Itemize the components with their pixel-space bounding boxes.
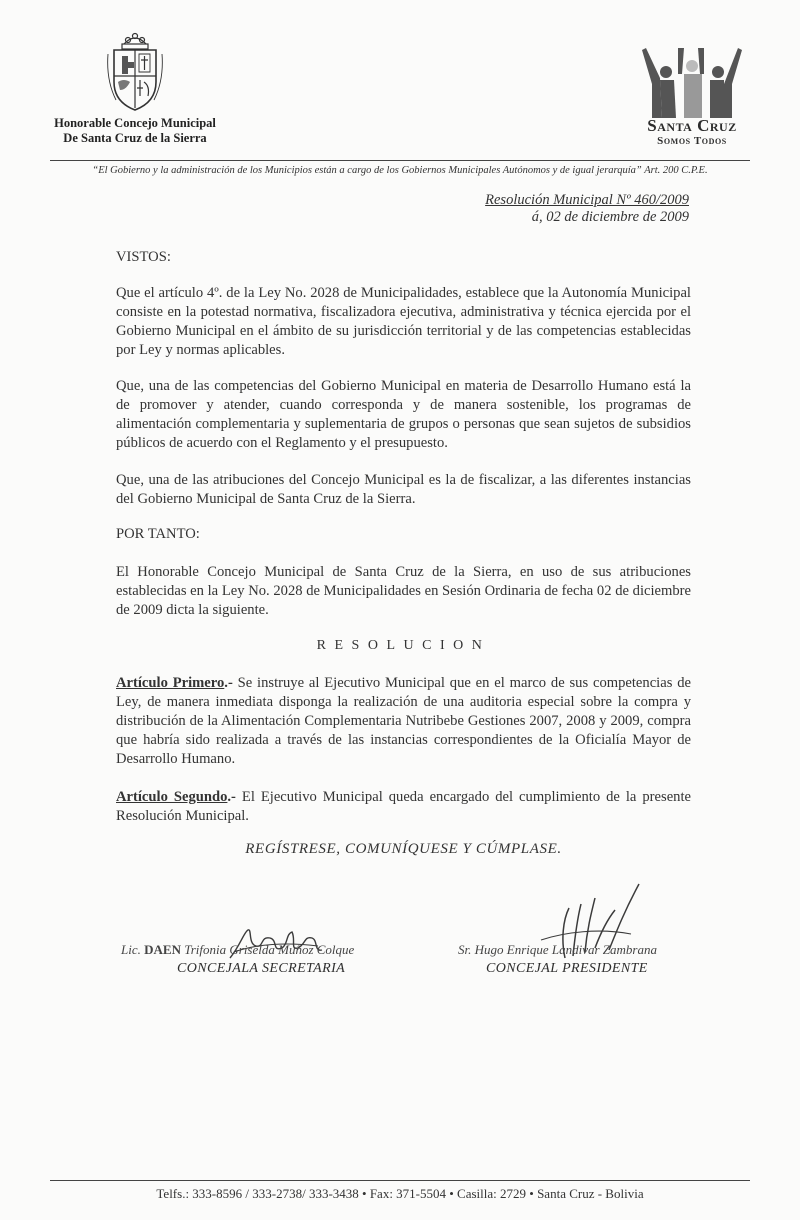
footer-contact: Telfs.: 333-8596 / 333-2738/ 333-3438 • Fax: 371-5504 • Casilla: 2729 • Santa Cruz - Bolivia [156, 1186, 644, 1201]
header-rule [50, 160, 750, 161]
article-second [116, 788, 691, 826]
article-first-body: Se instruye al Ejecutivo Municipal que en el marco de sus competencias de Ley, de manera inmediata disponga la realización de una auditoria especial sobre la compra y distribución de la Alimentación Complementaria Nutribebe Gestiones 2007, 2008 y 2009, compra que habría sido realizada a través de las instancias correspondientes de la Oficialía Mayor de Desarrollo Humano. [116, 675, 691, 767]
article-first [116, 674, 691, 769]
brand-name: Santa Cruz [647, 116, 737, 135]
right-signatory-role: CONCEJAL PRESIDENTE [486, 961, 648, 976]
left-signatory-degree: DAEN [144, 942, 181, 957]
resolucion-heading: RESOLUCION [316, 638, 491, 653]
closing-formula: REGÍSTRESE, COMUNÍQUESE Y CÚMPLASE. [245, 841, 562, 857]
brand-slogan: Somos Todos [657, 135, 727, 147]
paragraph-text: Que el artículo 4º. de la Ley No. 2028 de Municipalidades, establece que la Autonomía Municipal consiste en la potestad normativa, fiscalizadora ejecutiva, administrativa y técnica ejercida por el Gobierno Municipal en el ámbito de su jurisdicción territorial y de las competencias establecidas por Ley y normas aplicables. [116, 285, 691, 358]
portanto-heading: POR TANTO: [116, 526, 200, 542]
article-second-body: El Ejecutivo Municipal queda encargado del cumplimiento de la presente Resolución Municipal. [116, 789, 691, 824]
vistos-heading: VISTOS: [116, 249, 171, 265]
right-signatory-name: Sr. Hugo Enrique Landivar Zambrana [458, 942, 657, 957]
article-first-title: Artículo Primero [116, 675, 225, 691]
portanto-paragraph [116, 563, 691, 620]
vistos-paragraph-3 [116, 471, 691, 509]
footer-rule [50, 1180, 750, 1181]
left-signatory-role: CONCEJALA SECRETARIA [177, 961, 346, 976]
paragraph-text: El Honorable Concejo Municipal de Santa Cruz de la Sierra, en uso de sus atribuciones establecidas en la Ley No. 2028 de Municipalidades en Sesión Ordinaria de fecha 02 de diciembre de 2009 dicta la siguiente. [116, 564, 691, 618]
left-signatory-fullname: Trifonia Griselda Muñoz Colque [180, 942, 355, 957]
santa-cruz-brand [630, 117, 754, 147]
council-name-line1: Honorable Concejo Municipal [54, 116, 216, 130]
resolution-date: á, 02 de diciembre de 2009 [531, 209, 689, 225]
article-first-suffix: .- [224, 675, 233, 691]
paragraph-text: Que, una de las competencias del Gobierno Municipal en materia de Desarrollo Humano está la de promover y atender, cuando corresponda y de manera sostenible, los programas de alimentación complementaria y suplementaria de grupos o personas que sean sujetos de subsidios públicos de acuerdo con el Reglamento y el presupuesto. [116, 378, 691, 451]
constitution-quote: “El Gobierno y la administración de los Municipios están a cargo de los Gobiernos Municipales Autónomos y de igual jerarquía” Art. 200 C.P.E. [92, 165, 708, 176]
article-second-title: Artículo Segundo [116, 789, 228, 805]
santa-cruz-figures-logo [632, 44, 752, 120]
article-second-text [116, 788, 691, 826]
left-signatory-name [121, 942, 354, 958]
article-first-text [116, 674, 691, 769]
council-name-line2: De Santa Cruz de la Sierra [63, 131, 207, 145]
resolution-number: Resolución Municipal Nº 460/2009 [485, 192, 689, 208]
council-name [50, 116, 220, 146]
article-second-suffix: .- [227, 789, 236, 805]
vistos-paragraph-1 [116, 284, 691, 360]
coat-of-arms-logo [104, 30, 166, 112]
paragraph-text: Que, una de las atribuciones del Concejo Municipal es la de fiscalizar, a las diferentes instancias del Gobierno Municipal de Santa Cruz de la Sierra. [116, 472, 691, 507]
vistos-paragraph-2 [116, 377, 691, 453]
left-signatory-title: Lic. [121, 942, 145, 957]
